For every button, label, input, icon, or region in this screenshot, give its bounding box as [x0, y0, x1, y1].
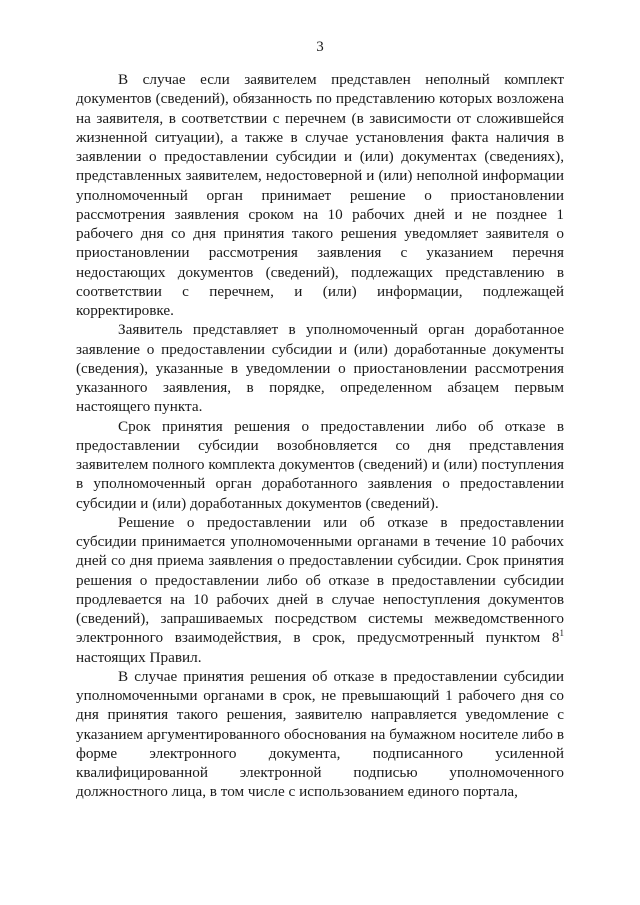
paragraph-decision-term-text: Решение о предоставлении или об отказе в предоставлении субсидии принимается уполномоченными органами в течение 10 рабочих дней со дня приема заявления о предоставлении субсидии. Срок принятия решения о предоставлении либо об отказе в предоставлении субсидии продлевается на 10 рабочих дней в случае непоступления документов (сведений), запрашиваемых посредством системы межведомственного электронного взаимодействия, в срок, предусмотренный пунктом	[76, 513, 564, 647]
rule-reference-superscript: 1	[559, 628, 565, 639]
paragraph-decision-term-ending: настоящих Правил.	[76, 648, 202, 666]
paragraph-incomplete-documents: В случае если заявителем представлен неполный комплект документов (сведений), обязанность по представлению которых возложена на заявителя, в соответствии с перечнем (в зависимости от сложившейся жизненной ситуации), а также в случае установления факта наличия в заявлении о предоставлении субсидии и (или) документах (сведениях), представленных заявителем, недостоверной и (или) неполной информации уполномоченный орган принимает решение о приостановлении рассмотрения заявления сроком на 10 рабочих дней и не позднее 1 рабочего дня со дня принятия такого решения уведомляет заявителя о приостановлении рассмотрения заявления с указанием перечня недостающих документов (сведений), подлежащих представлению в соответствии с перечнем, и (или) информации, подлежащей корректировке.	[76, 71, 564, 319]
paragraph-decision-term	[76, 513, 564, 667]
rule-reference	[552, 629, 564, 646]
paragraph-revised-application: Заявитель представляет в уполномоченный орган доработанное заявление о предоставлении субсидии и (или) доработанные документы (сведения), указанные в уведомлении о приостановлении рассмотрения указанного заявления, в порядке, определенном абзацем первым настоящего пункта.	[76, 321, 564, 416]
paragraph-refusal-notification: В случае принятия решения об отказе в предоставлении субсидии уполномоченными органами в срок, не превышающий 1 рабочего дня со дня принятия такого решения, заявителю направляется уведомление с указанием аргументированного обоснования на бумажном носителе либо в форме электронного документа, подписанного усиленной квалифицированной электронной подписью уполномоченного должностного лица, в том числе с использованием единого портала,	[76, 667, 564, 801]
rule-reference-number: 8	[551, 629, 560, 647]
page-number: 3	[316, 39, 324, 55]
body-text	[76, 70, 564, 802]
paragraph-decision-term-resumption: Срок принятия решения о предоставлении либо об отказе в предоставлении субсидии возобновляется со дня представления заявителем полного комплекта документов (сведений) и (или) поступления в уполномоченный орган доработанного заявления о предоставлении субсидии и (или) доработанных документов (сведений).	[76, 417, 564, 512]
